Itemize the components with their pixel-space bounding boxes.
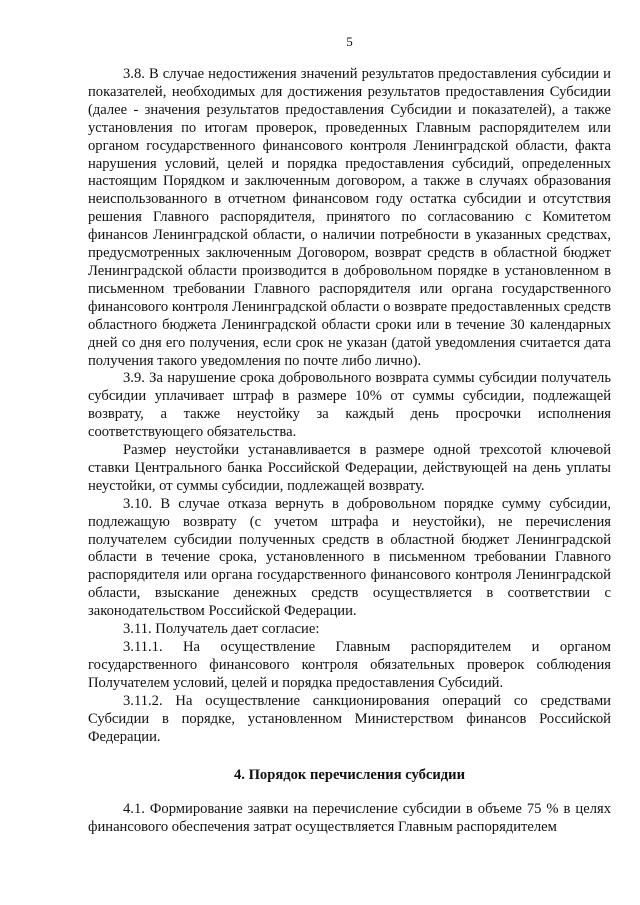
- paragraph-3-9: 3.9. За нарушение срока добровольного возврата суммы субсидии получатель субсидии уплачивает штраф в размере 10% от суммы субсидии, подлежащей возврату, а также неустойку за каждый день просрочки исполнения соответствующего обязательства.: [88, 370, 611, 441]
- paragraph-penalty-size: Размер неустойки устанавливается в размере одной трехсотой ключевой ставки Центрального банка Российской Федерации, действующей на день уплаты неустойки, от суммы субсидии, подлежащей возврату.: [88, 442, 611, 494]
- page-number: 5: [346, 34, 353, 49]
- paragraph-3-11: 3.11. Получатель дает согласие:: [123, 621, 320, 638]
- paragraph-3-11-1: 3.11.1. На осуществление Главным распорядителем и органом государственного финансового контроля обязательных проверок соблюдения Получателем условий, целей и порядка предоставления Субсидий.: [88, 639, 611, 691]
- paragraph-4-1: 4.1. Формирование заявки на перечисление субсидии в объеме 75 % в целях финансового обеспечения затрат осуществляется Главным распорядителем: [88, 801, 611, 836]
- section-title: 4. Порядок перечисления субсидии: [233, 767, 466, 784]
- paragraph-3-8: 3.8. В случае недостижения значений результатов предоставления субсидии и показателей, необходимых для достижения результатов предоставления Субсидии (далее - значения результатов предоставления Субсидии и показателей), а также установления по итогам проверок, проведенных Главным распорядителем или органом государственного финансового контроля Ленинградской области, факта нарушения условий, целей и порядка предоставления субсидий, определенных настоящим Порядком и заключенным договором, а также в случаях образования неиспользованного в отчетном финансовом году остатка субсидии и отсутствия решения Главного распорядителя, принятого по согласованию с Комитетом финансов Ленинградской области, о наличии потребности в указанных средствах, предусмотренных заключенным Договором, возврат средств в областной бюджет Ленинградской области производится в добровольном порядке в установленном в письменном требовании Главного распорядителя или органа государственного финансового контроля Ленинградской области о возврате предоставленных средств областного бюджета Ленинградской области сроки или в течение 30 календарных дней со дня его получения, если срок не указан (датой уведомления считается дата получения такого уведомления по почте либо лично).: [88, 66, 611, 369]
- paragraph-3-11-2: 3.11.2. На осуществление санкционирования операций со средствами Субсидии в порядке, установленном Министерством финансов Российской Федерации.: [88, 692, 611, 745]
- paragraph-3-10: 3.10. В случае отказа вернуть в добровольном порядке сумму субсидии, подлежащую возврату (с учетом штрафа и неустойки), не перечисления получателем субсидии полученных средств в областной бюджет Ленинградской области в течение срока, установленного в письменном требовании Главного распорядителя или органа государственного финансового контроля Ленинградской области, взыскание денежных средств осуществляется в соответствии с законодательством Российской Федерации.: [88, 495, 611, 620]
